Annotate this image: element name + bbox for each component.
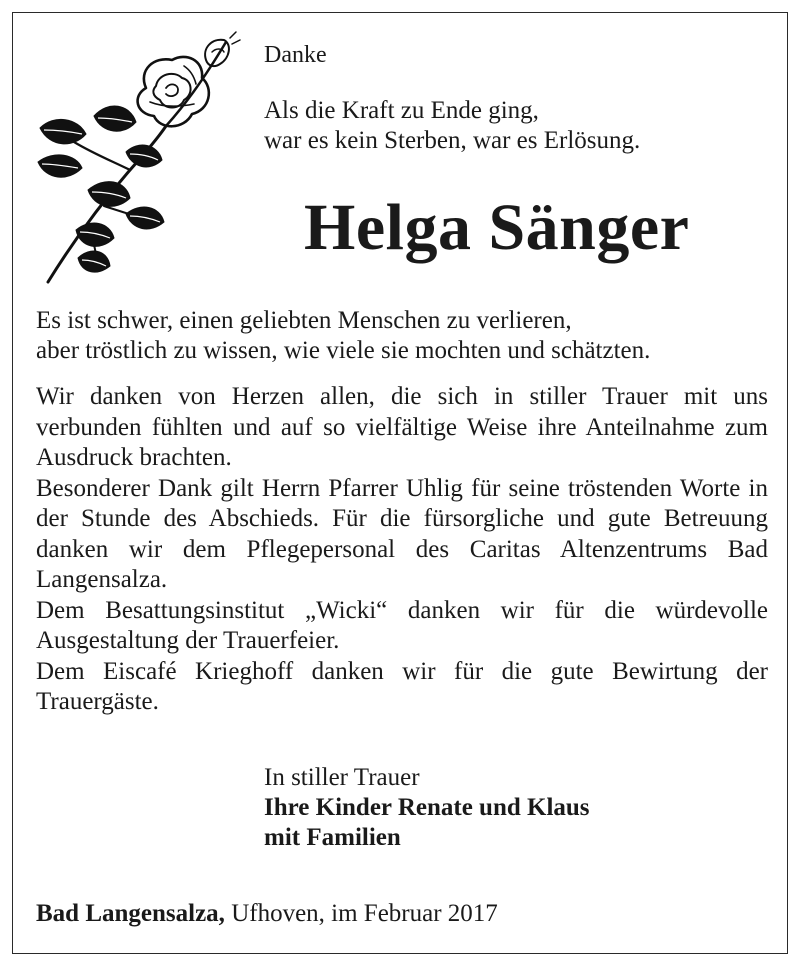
thanks-body — [36, 382, 768, 718]
signoff-line: In stiller Trauer — [264, 764, 420, 791]
intro-text — [36, 306, 650, 366]
verse-line: Als die Kraft zu Ende ging, — [264, 97, 539, 124]
intro-line: aber tröstlich zu wissen, wie viele sie mochten und schätzten. — [36, 337, 651, 364]
deceased-name: Helga Sänger — [304, 191, 690, 264]
thanks-paragraph: Dem Eiscafé Krieghoff danken wir für die gute Bewirtung der Trauergäste. — [36, 657, 768, 715]
thanks-paragraph: Besonderer Dank gilt Herrn Pfarrer Uhlig für seine tröstenden Worte in der Stunde des Abschieds. Für die fürsorgliche und gute Betreuung danken wir dem Pflegepersonal des Caritas Altenzentrums Bad Langensalza. — [36, 474, 768, 593]
thanks-paragraph: Dem Besattungsinstitut „Wicki“ danken wir für die würdevolle Ausgestaltung der Trauerfeier. — [36, 596, 768, 654]
signoff — [264, 763, 590, 853]
danke-heading: Danke — [264, 42, 327, 68]
place-date — [36, 899, 498, 929]
signoff-families: mit Familien — [264, 824, 401, 851]
verse — [264, 96, 640, 156]
place-date-rest: Ufhoven, im Februar 2017 — [224, 900, 498, 927]
place-name: Bad Langensalza, — [36, 900, 225, 927]
thanks-paragraph: Wir danken von Herzen allen, die sich in stiller Trauer mit uns verbunden fühlten und auf so vielfältige Weise ihre Anteilnahme zum Ausdruck brachten. — [36, 383, 768, 471]
intro-line: Es ist schwer, einen geliebten Menschen zu verlieren, — [36, 307, 572, 334]
rose-icon — [34, 30, 244, 286]
verse-line: war es kein Sterben, war es Erlösung. — [264, 127, 641, 154]
signoff-children: Ihre Kinder Renate und Klaus — [264, 794, 590, 821]
